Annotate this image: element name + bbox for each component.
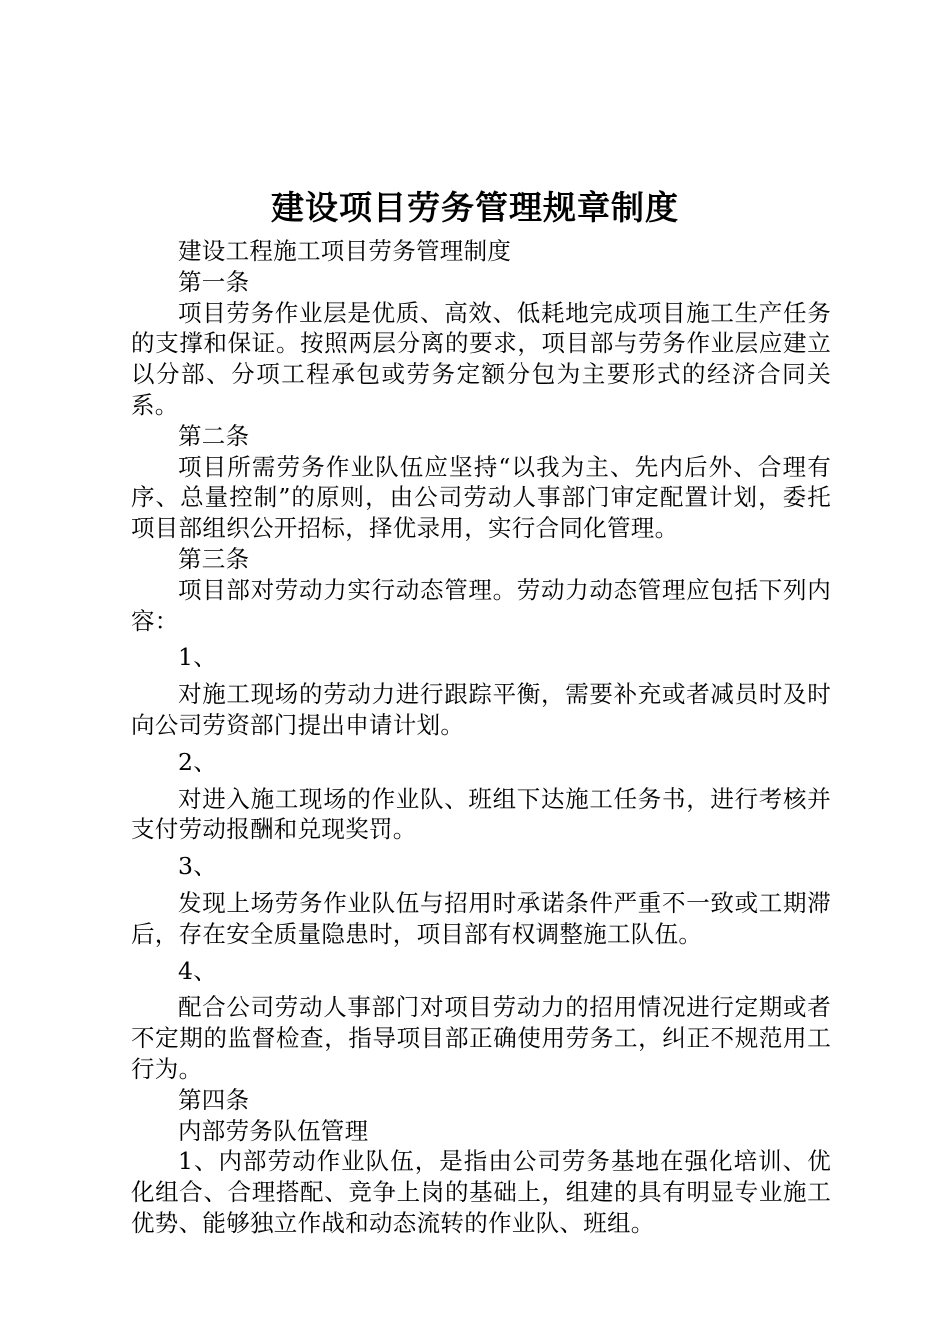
- list-number-1: 1、: [178, 643, 218, 672]
- document-title: 建设项目劳务管理规章制度: [271, 188, 679, 227]
- list-item-3: 发现上场劳务作业队伍与招用时承诺条件严重不一致或工期滞后，存在安全质量隐患时，项目部有权调整施工队伍。: [131, 888, 831, 948]
- section-heading-internal-teams: 内部劳务队伍管理: [178, 1116, 369, 1145]
- list-item-4: 配合公司劳动人事部门对项目劳动力的招用情况进行定期或者不定期的监督检查，指导项目部正确使用劳务工，纠正不规范用工行为。: [131, 993, 831, 1083]
- paragraph-subtitle: 建设工程施工项目劳务管理制度: [178, 237, 512, 265]
- list-item-2: 对进入施工现场的作业队、班组下达施工任务书，进行考核并支付劳动报酬和兑现奖罚。: [131, 784, 831, 844]
- document-body: [131, 236, 831, 1239]
- paragraph-internal-teams-1: 1、内部劳动作业队伍，是指由公司劳务基地在强化培训、优化组合、合理搭配、竞争上岗的基础上，组建的具有明显专业施工优势、能够独立作战和动态流转的作业队、班组。: [131, 1147, 831, 1237]
- paragraph-article-3: 项目部对劳动力实行动态管理。劳动力动态管理应包括下列内容：: [131, 575, 831, 635]
- list-item-1: 对施工现场的劳动力进行跟踪平衡，需要补充或者减员时及时向公司劳资部门提出申请计划。: [131, 680, 831, 739]
- paragraph-article-2: 项目所需劳务作业队伍应坚持“以我为主、先内后外、合理有序、总量控制”的原则，由公司劳动人事部门审定配置计划，委托项目部组织公开招标，择优录用，实行合同化管理。: [131, 452, 831, 543]
- article-heading-2: 第二条: [178, 421, 250, 450]
- list-number-4: 4、: [178, 956, 218, 985]
- paragraph-article-1: 项目劳务作业层是优质、高效、低耗地完成项目施工生产任务的支撑和保证。按照两层分离的要求，项目部与劳务作业层应建立以分部、分项工程承包或劳务定额分包为主要形式的经济合同关系。: [131, 298, 831, 419]
- article-heading-1: 第一条: [178, 267, 250, 296]
- list-number-3: 3、: [178, 852, 218, 881]
- article-heading-4: 第四条: [178, 1085, 250, 1114]
- list-number-2: 2、: [178, 747, 218, 776]
- article-heading-3: 第三条: [178, 544, 250, 573]
